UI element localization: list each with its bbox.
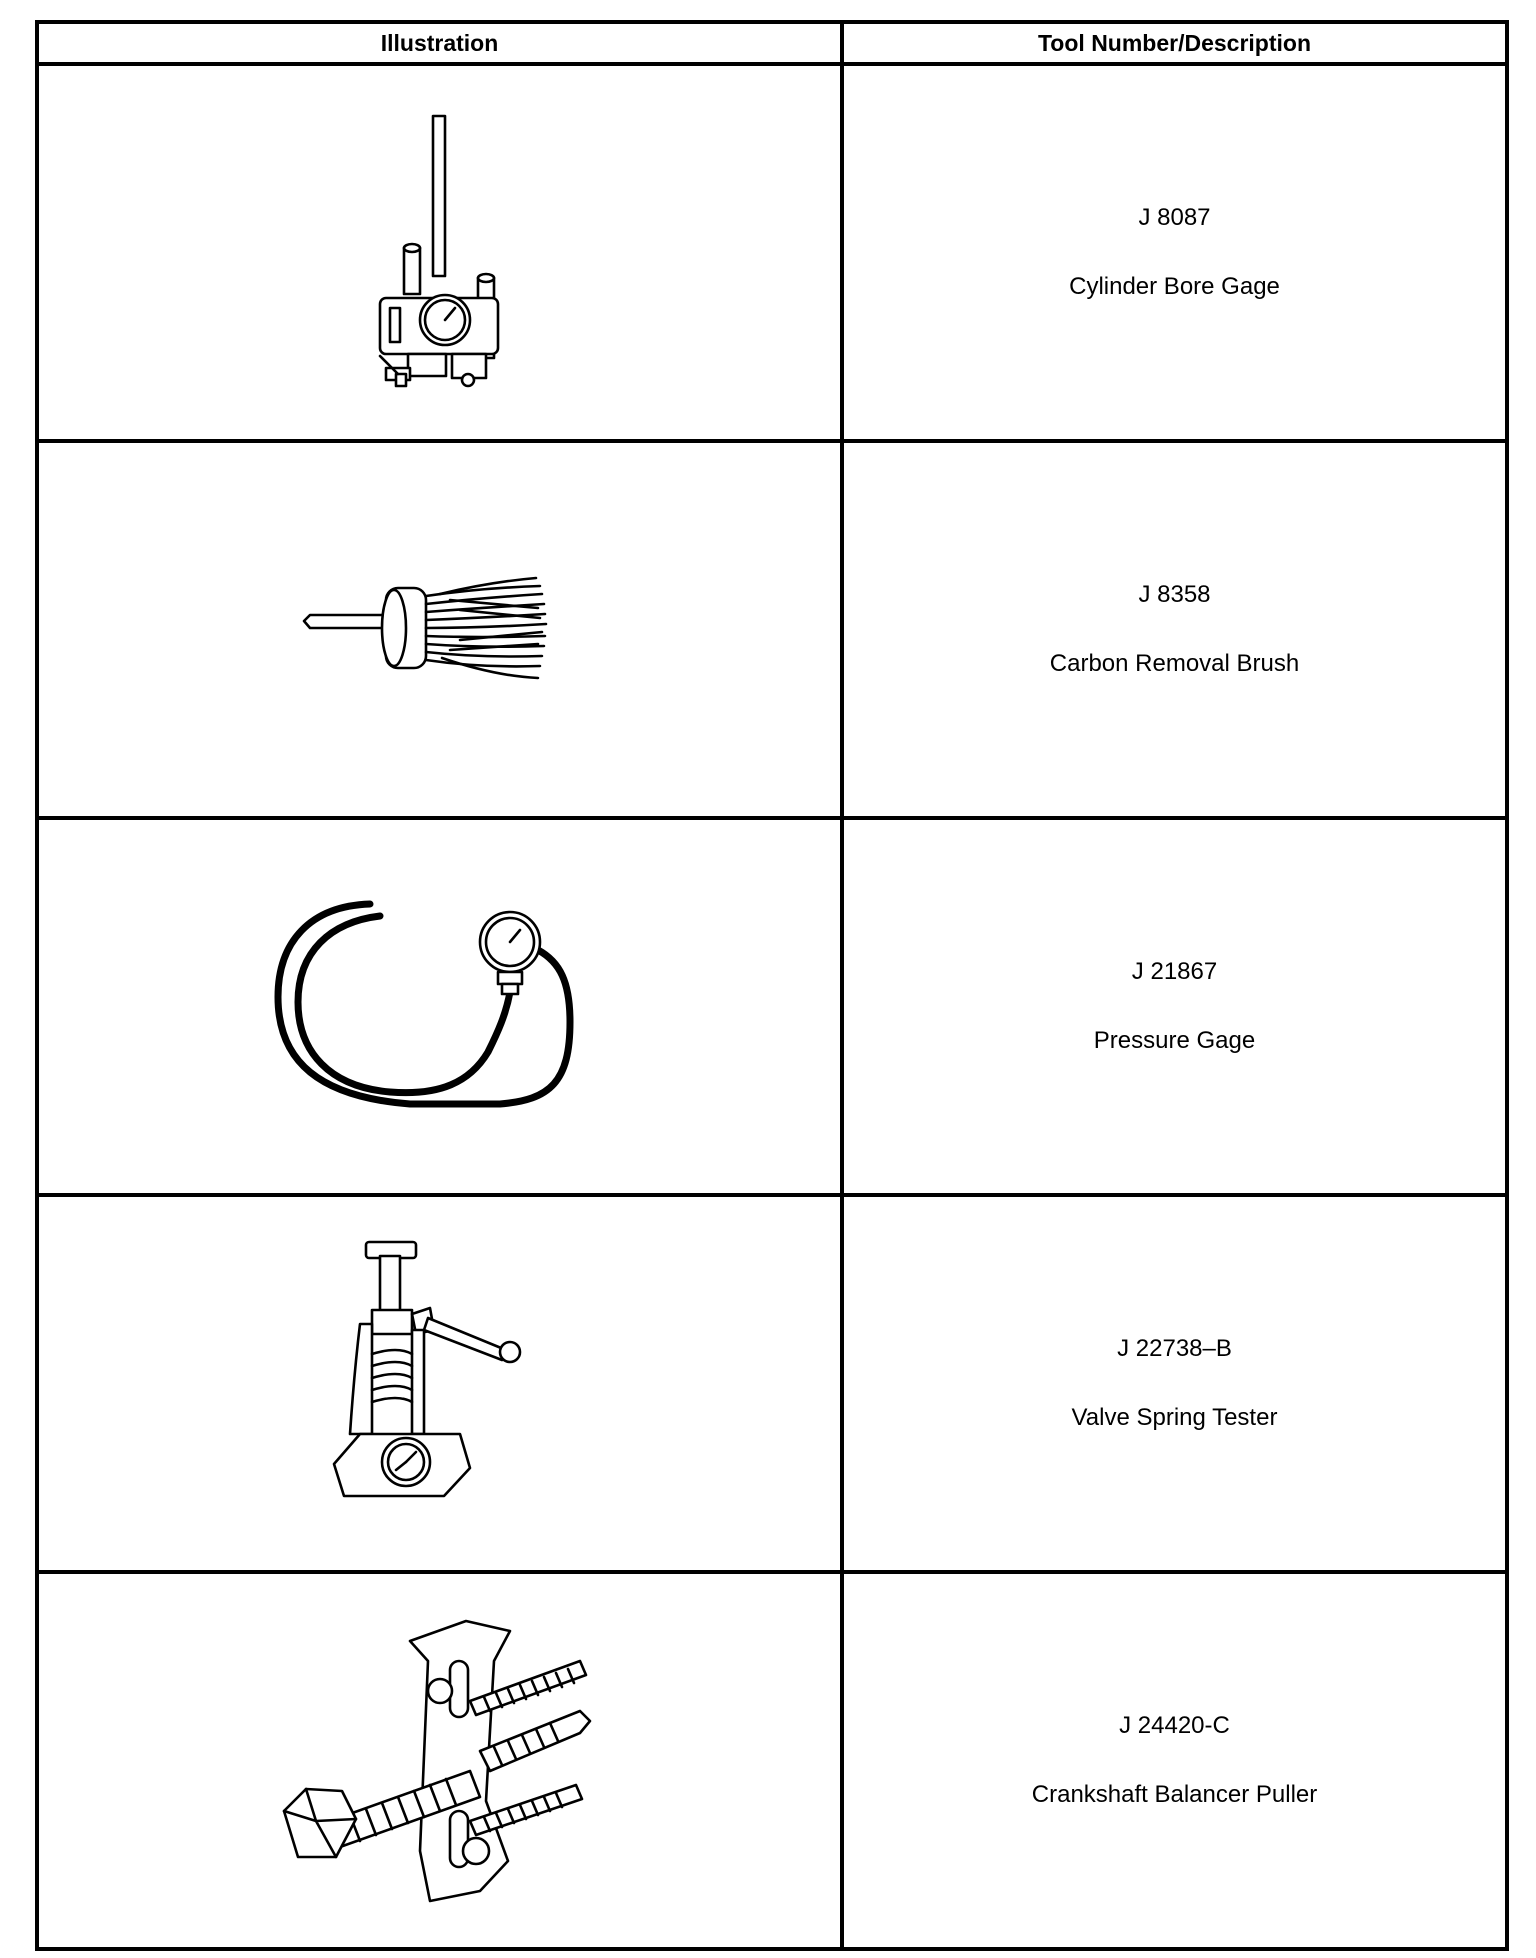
header-row (37, 22, 1507, 64)
description-cell (842, 1572, 1507, 1949)
illustration-cell (37, 818, 842, 1195)
tool-number: J 24420-C (1119, 1712, 1230, 1739)
description-cell (842, 818, 1507, 1195)
illustration-cell (37, 441, 842, 818)
table-row (37, 1572, 1507, 1949)
illustration-column-header: Illustration (37, 22, 842, 64)
description-cell (842, 441, 1507, 818)
table-row (37, 441, 1507, 818)
table-row (37, 818, 1507, 1195)
tool-description: Crankshaft Balancer Puller (1031, 1781, 1318, 1808)
tool-number: J 22738–B (1117, 1335, 1232, 1362)
table-row (37, 1195, 1507, 1572)
description-cell (842, 1195, 1507, 1572)
crankshaft-balancer-puller-icon (280, 1601, 600, 1921)
carbon-removal-brush-icon (290, 560, 590, 700)
tool-description: Pressure Gage (1093, 1027, 1256, 1054)
illustration-cell (37, 1195, 842, 1572)
tool-description: Cylinder Bore Gage (1069, 273, 1280, 300)
pressure-gage-icon (270, 892, 610, 1122)
cylinder-bore-gage-icon (340, 98, 540, 408)
tool-description: Carbon Removal Brush (1049, 650, 1300, 677)
tool-column-header: Tool Number/Description (842, 22, 1507, 64)
description-cell (842, 64, 1507, 441)
illustration-cell (37, 1572, 842, 1949)
tool-description: Valve Spring Tester (1071, 1404, 1278, 1431)
tool-number: J 8358 (1138, 581, 1211, 608)
illustration-cell (37, 64, 842, 441)
valve-spring-tester-icon (320, 1234, 560, 1534)
table-row (37, 64, 1507, 441)
special-tools-table (35, 20, 1509, 1951)
tool-number: J 8087 (1138, 204, 1211, 231)
tool-number: J 21867 (1131, 958, 1218, 985)
